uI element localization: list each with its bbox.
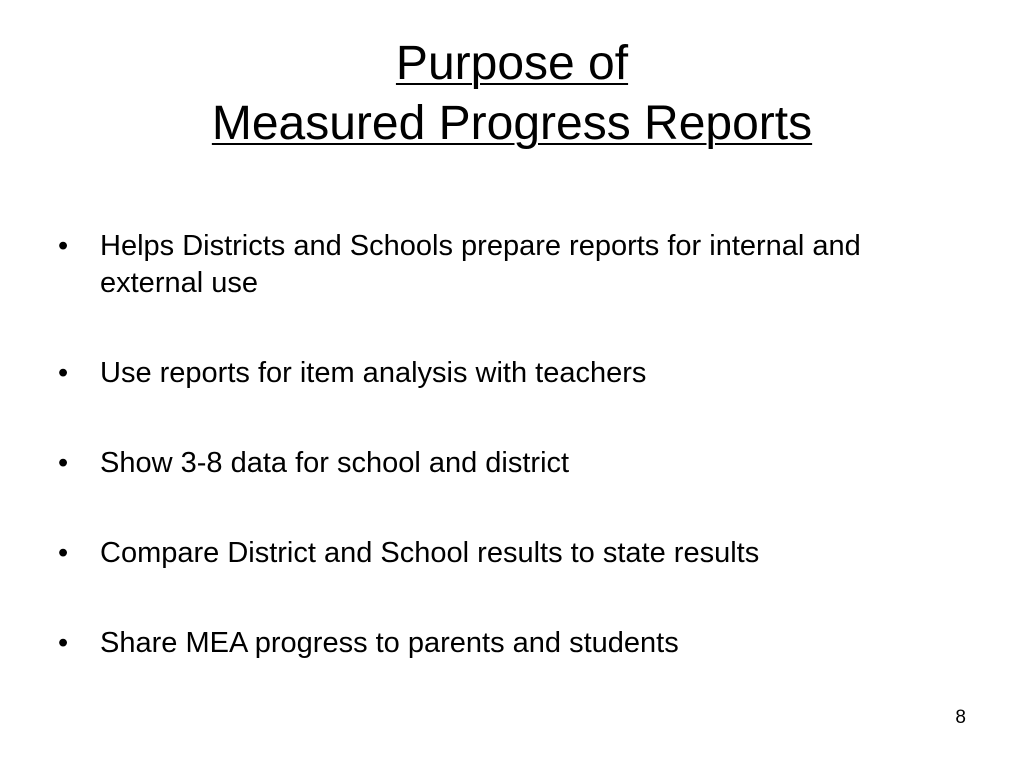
page-number: 8 (955, 707, 966, 728)
bullet-glyph: • (58, 627, 69, 659)
bullet-glyph: • (58, 447, 69, 479)
bullet-text: Use reports for item analysis with teachers (100, 357, 647, 389)
bullet-item (58, 228, 958, 302)
bullet-item (58, 535, 958, 572)
bullet-item (58, 355, 958, 392)
bullet-text: Helps Districts and Schools prepare reports for internal and external use (100, 230, 861, 299)
title-line-1: Purpose of (395, 37, 629, 90)
bullet-text: Compare District and School results to state results (100, 537, 760, 569)
bullet-item (58, 625, 958, 662)
bullet-glyph: • (58, 230, 69, 262)
bullet-item (58, 445, 958, 482)
bullet-glyph: • (58, 357, 69, 389)
bullet-text: Show 3-8 data for school and district (100, 447, 570, 479)
bullet-glyph: • (58, 537, 69, 569)
bullet-list (58, 228, 958, 715)
slide-title (0, 34, 1024, 154)
bullet-text: Share MEA progress to parents and students (100, 627, 679, 659)
title-line-2: Measured Progress Reports (211, 97, 813, 150)
